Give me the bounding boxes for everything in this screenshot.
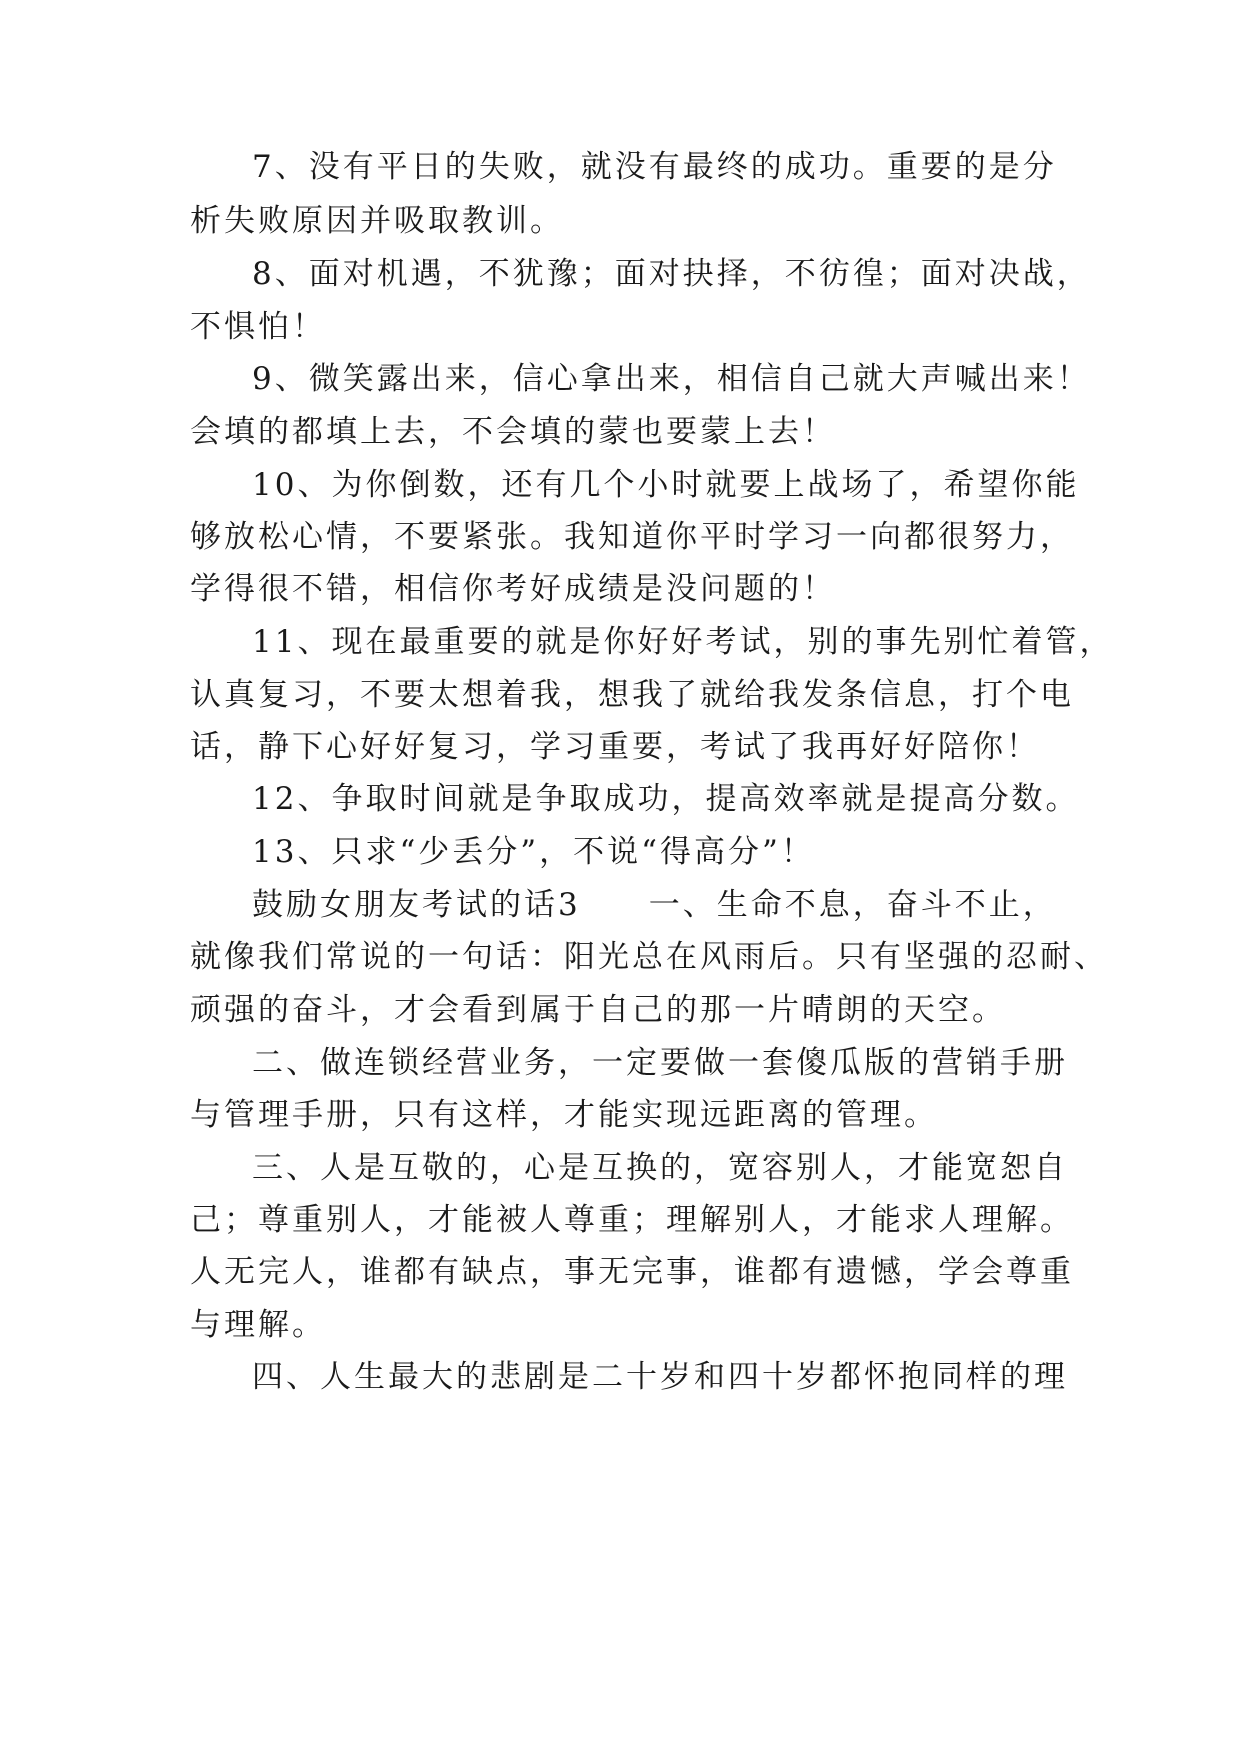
paragraph-12-line-1: 12、争取时间就是争取成功，提高效率就是提高分数。 — [252, 781, 1080, 817]
paragraph-16-line-4: 与理解。 — [190, 1307, 326, 1343]
paragraph-11-line-1: 11、现在最重要的就是你好好考试，别的事先别忙着管， — [252, 624, 1114, 660]
paragraph-15-line-1: 二、做连锁经营业务，一定要做一套傻瓜版的营销手册 — [252, 1045, 1068, 1081]
paragraph-11-line-3: 话，静下心好好复习，学习重要，考试了我再好好陪你！ — [190, 729, 1040, 765]
paragraph-10-line-3: 学得很不错，相信你考好成绩是没问题的！ — [190, 571, 836, 607]
paragraph-16-line-2: 己；尊重别人，才能被人尊重；理解别人，才能求人理解。 — [190, 1202, 1074, 1238]
paragraph-9-line-1: 9、微笑露出来，信心拿出来，相信自己就大声喊出来！ — [252, 361, 1091, 397]
paragraph-10-line-1: 10、为你倒数，还有几个小时就要上战场了，希望你能 — [252, 467, 1080, 503]
paragraph-13-line-1: 13、只求“少丢分”，不说“得高分”！ — [252, 834, 815, 870]
paragraph-16-line-3: 人无完人，谁都有缺点，事无完事，谁都有遗憾，学会尊重 — [190, 1254, 1074, 1290]
paragraph-8-line-1: 8、面对机遇，不犹豫；面对抉择，不彷徨；面对决战， — [252, 256, 1091, 292]
paragraph-15-line-2: 与管理手册，只有这样，才能实现远距离的管理。 — [190, 1097, 938, 1133]
paragraph-14-line-2: 就像我们常说的一句话：阳光总在风雨后。只有坚强的忍耐、 — [190, 939, 1108, 975]
paragraph-7-line-1: 7、没有平日的失败，就没有最终的成功。重要的是分 — [252, 149, 1057, 185]
paragraph-7-line-2: 析失败原因并吸取教训。 — [190, 203, 564, 239]
paragraph-10-line-2: 够放松心情，不要紧张。我知道你平时学习一向都很努力， — [190, 519, 1074, 555]
paragraph-8-line-2: 不惧怕！ — [190, 309, 326, 345]
paragraph-11-line-2: 认真复习，不要太想着我，想我了就给我发条信息，打个电 — [190, 677, 1074, 713]
paragraph-17-line-1: 四、人生最大的悲剧是二十岁和四十岁都怀抱同样的理 — [252, 1359, 1068, 1395]
paragraph-16-line-1: 三、人是互敬的，心是互换的，宽容别人，才能宽恕自 — [252, 1150, 1068, 1186]
paragraph-9-line-2: 会填的都填上去，不会填的蒙也要蒙上去！ — [190, 414, 836, 450]
paragraph-14-line-3: 顽强的奋斗，才会看到属于自己的那一片晴朗的天空。 — [190, 992, 1006, 1028]
paragraph-14-line-1: 鼓励女朋友考试的话3 一、生命不息，奋斗不止， — [252, 887, 1057, 923]
